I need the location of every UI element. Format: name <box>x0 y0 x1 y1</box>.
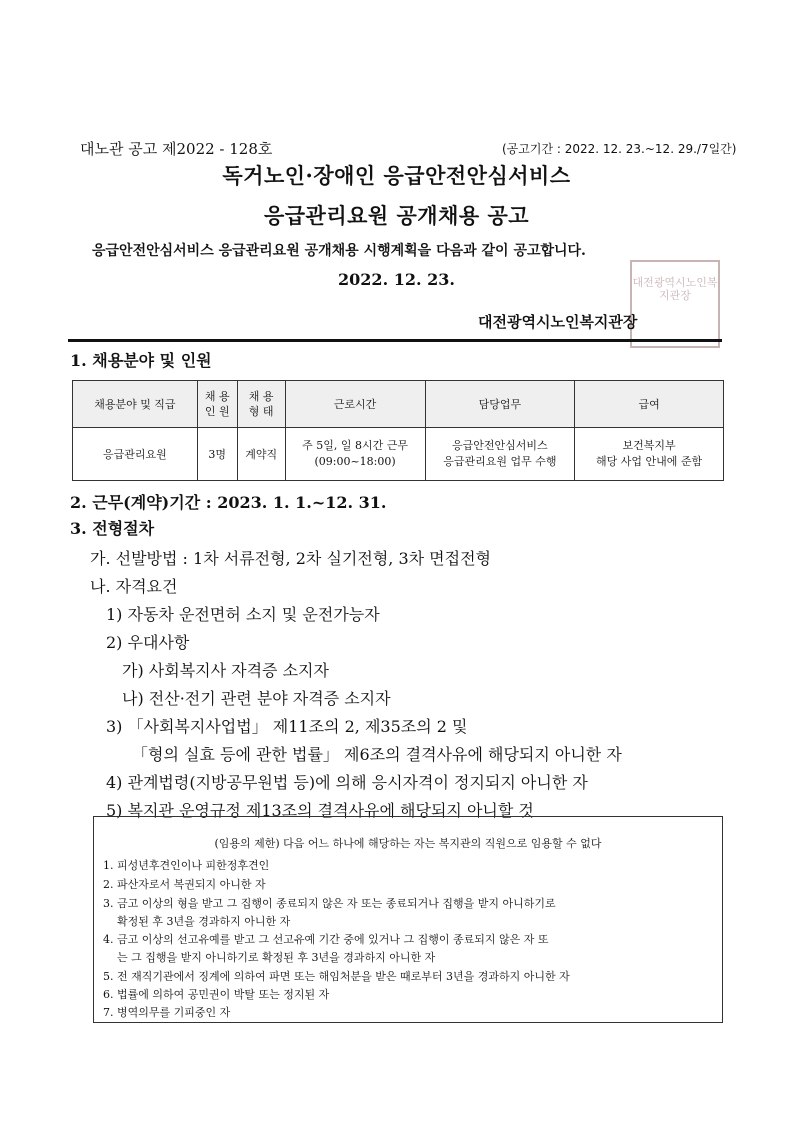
seal-text: 대전광역시노인복지관장 <box>632 276 718 302</box>
table-header <box>237 381 285 428</box>
table-header: 채용분야 및 직급 <box>73 381 198 428</box>
restriction-item: 5. 전 재직기관에서 징계에 의하여 파면 또는 해임처분을 받은 때로부터 3년을 경과하지 아니한 자 <box>103 970 570 983</box>
cell-text: 주 5일, 일 8시간 근무 (09:00~18:00) <box>302 439 408 468</box>
table-cell: 계약직 <box>237 428 285 481</box>
table-cell <box>575 428 724 481</box>
table-cell: 응급관리요원 <box>73 428 198 481</box>
table-cell <box>425 428 575 481</box>
restriction-heading: (임용의 제한) 다음 어느 하나에 해당하는 자는 복지관의 직원으로 임용할 수 없다 <box>214 837 602 850</box>
page-title: 독거노인·장애인 응급안전안심서비스 <box>222 163 571 188</box>
section3-title: 3. 전형절차 <box>70 519 155 538</box>
list-item: 나) 전산·전기 관련 분야 자격증 소지자 <box>122 689 391 708</box>
section1-title: 1. 채용분야 및 인원 <box>70 351 212 370</box>
list-item: 2) 우대사항 <box>106 633 190 652</box>
notice-number: 대노관 공고 제2022 - 128호 <box>80 140 273 158</box>
header-text: 채 용 형 태 <box>248 390 274 418</box>
table-cell: 3명 <box>197 428 237 481</box>
list-item: 3) 「사회복지사업법」 제11조의 2, 제35조의 2 및 <box>106 717 468 736</box>
organization-name: 대전광역시노인복지관장 <box>478 313 638 331</box>
intro-text: 응급안전안심서비스 응급관리요원 공개채용 시행계획을 다음과 같이 공고합니다. <box>92 243 586 259</box>
restriction-item: 6. 법률에 의하여 공민권이 박탈 또는 정지된 자 <box>103 988 330 1001</box>
table-header-row <box>73 381 724 428</box>
restriction-item: 4. 금고 이상의 선고유예를 받고 그 선고유예 기간 중에 있거나 그 집행이 종료되지 않은 자 또 <box>103 933 549 946</box>
table-header <box>197 381 237 428</box>
list-item: 4) 관계법령(지방공무원법 등)에 의해 응시자격이 정지되지 아니한 자 <box>106 773 588 792</box>
official-seal <box>630 260 720 348</box>
restriction-item: 2. 파산자로서 복권되지 아니한 자 <box>103 878 266 891</box>
table-header: 담당업무 <box>425 381 575 428</box>
recruitment-table <box>72 380 724 481</box>
header-text: 채 용 인 원 <box>204 390 230 418</box>
restriction-item: 7. 병역의무를 기피중인 자 <box>103 1006 231 1019</box>
cell-text: 응급안전안심서비스 응급관리요원 업무 수행 <box>443 439 557 468</box>
list-item: 나. 자격요건 <box>90 577 178 596</box>
restriction-item: 3. 금고 이상의 형을 받고 그 집행이 종료되지 않은 자 또는 종료되거나 집행을 받지 아니하기로 <box>103 897 556 910</box>
notice-date: 2022. 12. 23. <box>338 270 455 289</box>
restriction-item: 1. 피성년후견인이나 피한정후견인 <box>103 859 270 872</box>
list-item: 5) 복지관 운영규정 제13조의 결격사유에 해당되지 아니할 것 <box>106 801 534 820</box>
divider <box>68 339 722 342</box>
restriction-item: 확정된 후 3년을 경과하지 아니한 자 <box>103 915 291 928</box>
restriction-item: 는 그 집행을 받지 아니하기로 확정된 후 3년을 경과하지 아니한 자 <box>103 951 436 964</box>
list-item: 가) 사회복지사 자격증 소지자 <box>122 661 329 680</box>
table-header: 근로시간 <box>285 381 425 428</box>
section2-title: 2. 근무(계약)기간 : 2023. 1. 1.~12. 31. <box>70 493 387 512</box>
page-subtitle: 응급관리요원 공개채용 공고 <box>263 203 530 228</box>
list-item: 「형의 실효 등에 관한 법률」 제6조의 결격사유에 해당되지 아니한 자 <box>132 745 622 764</box>
notice-period: (공고기간 : 2022. 12. 23.~12. 29./7일간) <box>502 142 737 156</box>
table-cell <box>285 428 425 481</box>
cell-text: 보건복지부 해당 사업 안내에 준함 <box>596 439 703 468</box>
list-item: 1) 자동차 운전면허 소지 및 운전가능자 <box>106 605 380 624</box>
table-header: 급여 <box>575 381 724 428</box>
table-row <box>73 428 724 481</box>
list-item: 가. 선발방법 : 1차 서류전형, 2차 실기전형, 3차 면접전형 <box>90 549 491 568</box>
restriction-box <box>93 816 723 1023</box>
